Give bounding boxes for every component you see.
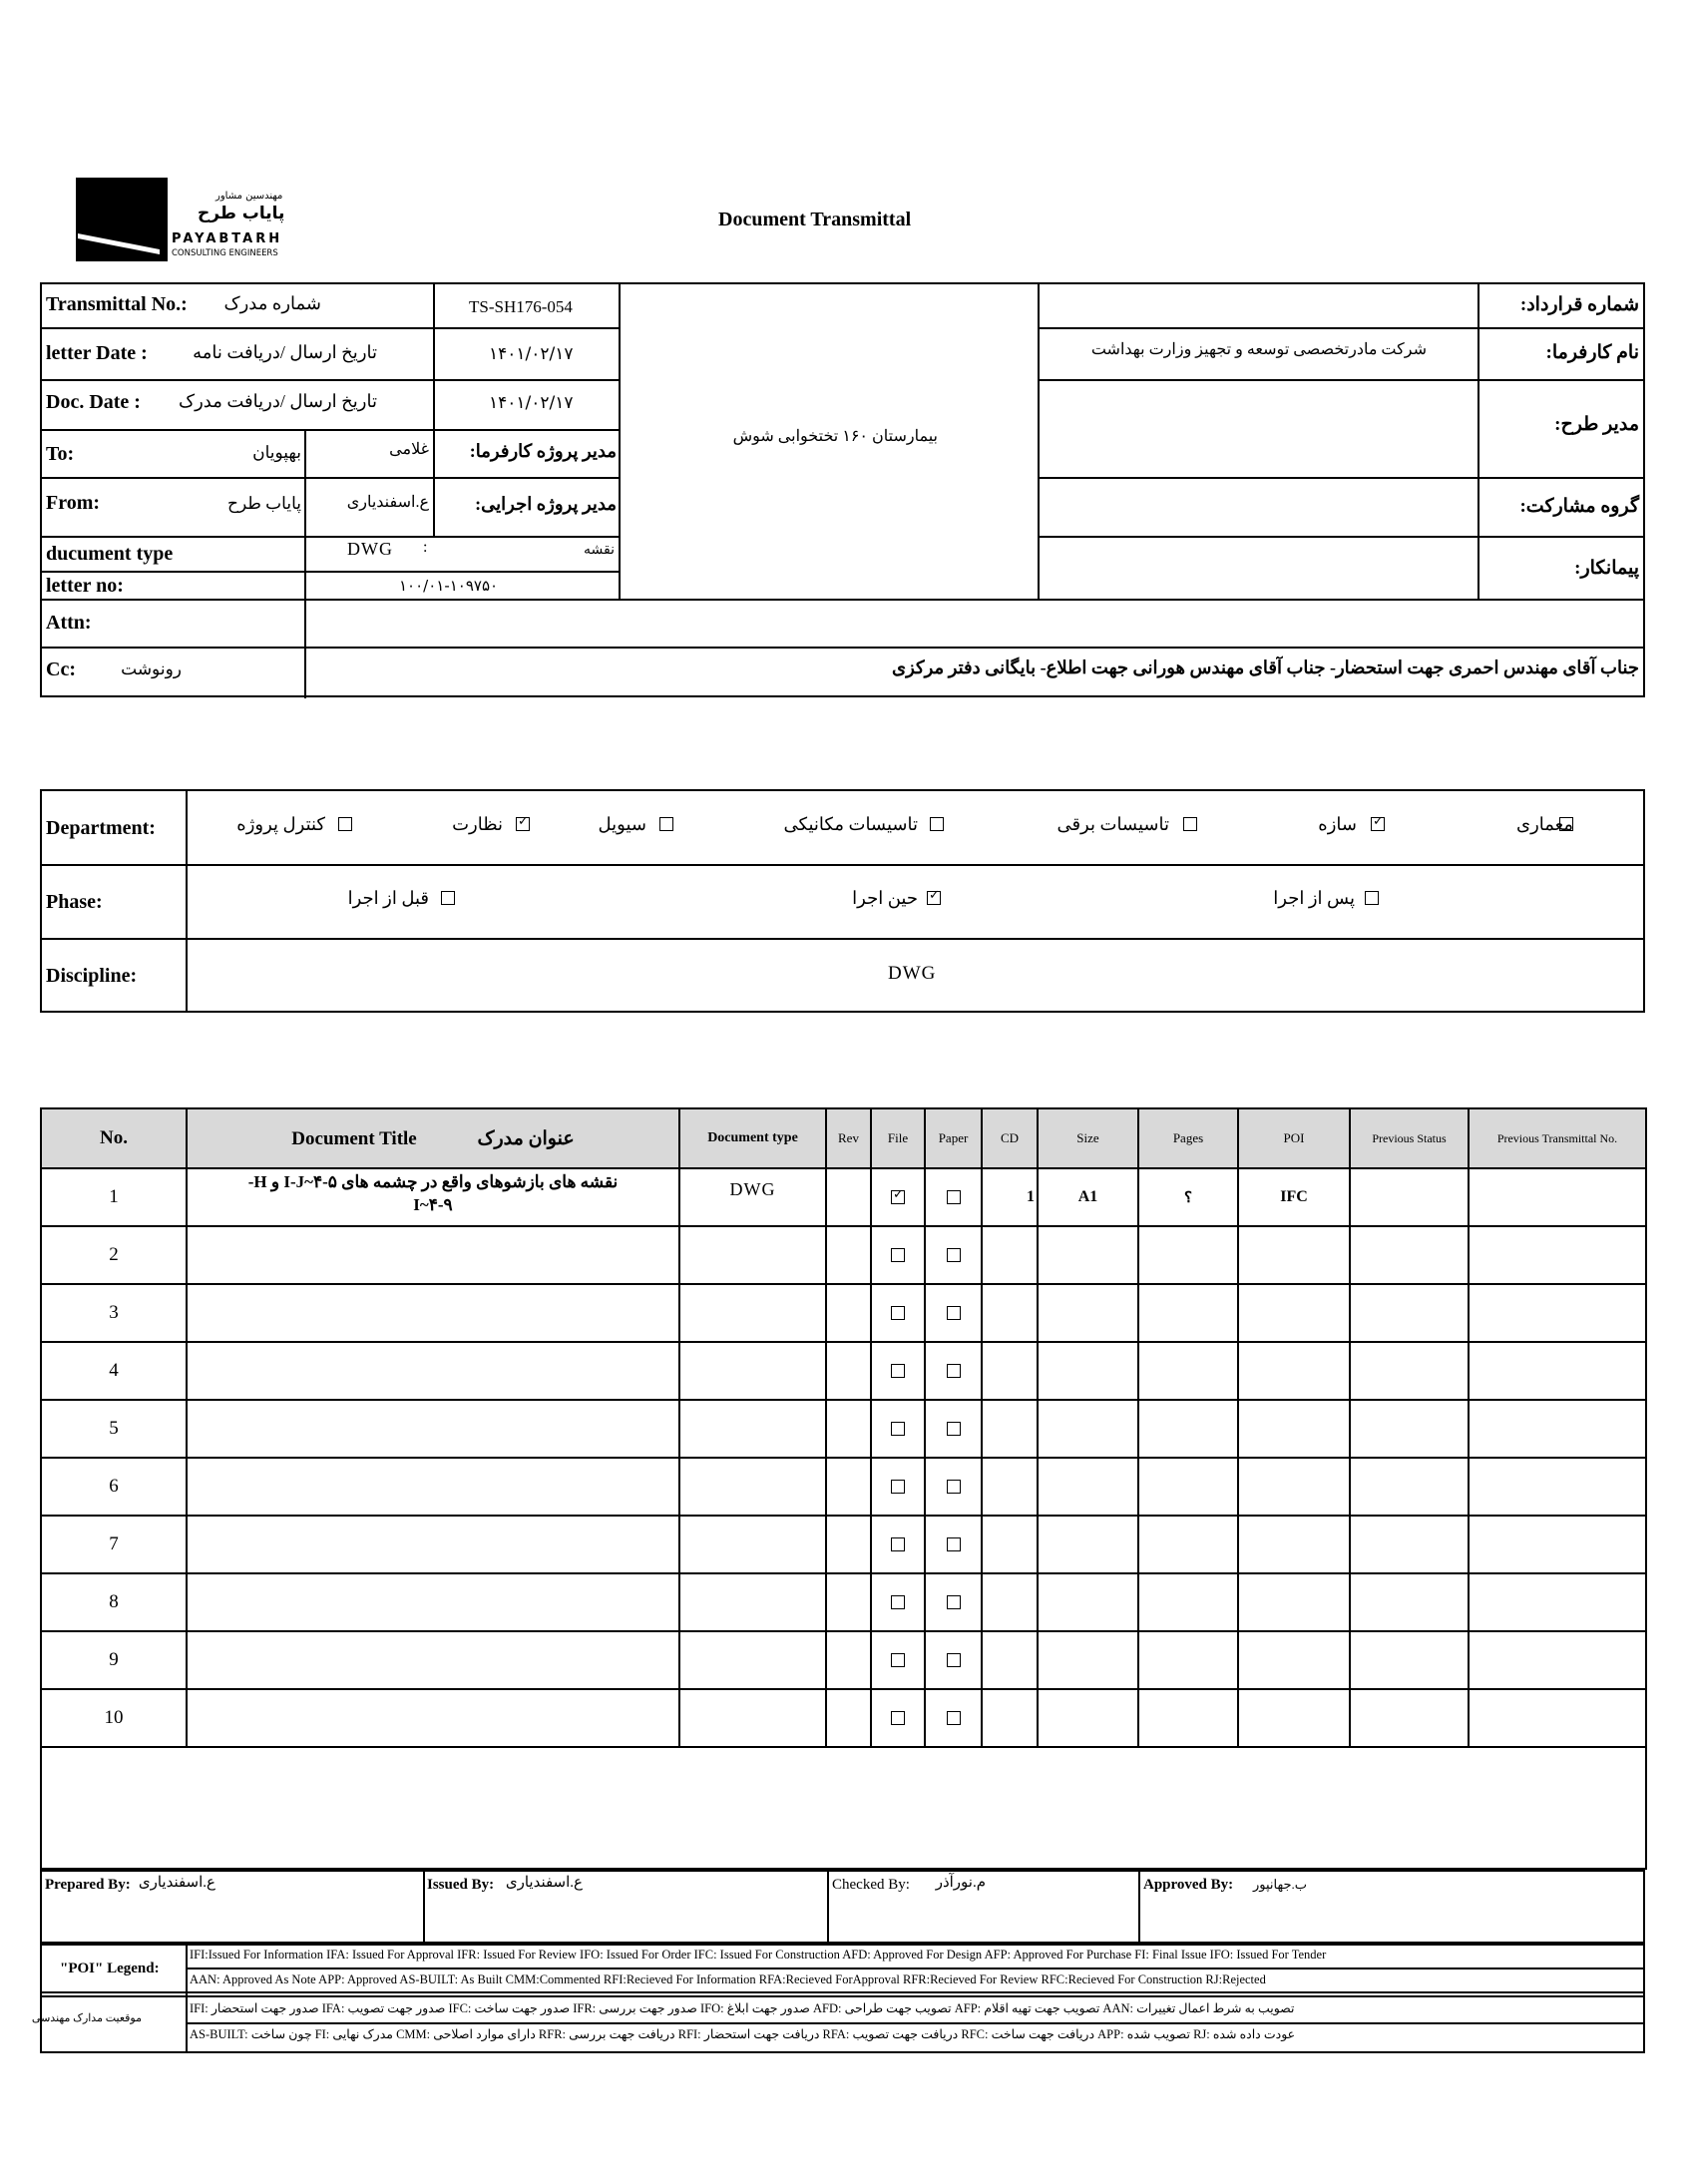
row-no: 3: [41, 1284, 187, 1342]
row-pages[interactable]: [1138, 1284, 1238, 1342]
department-option-label: نظارت: [452, 814, 503, 834]
row-pages[interactable]: [1138, 1458, 1238, 1516]
paper-checkbox[interactable]: [947, 1480, 961, 1494]
col-poi: POI: [1238, 1108, 1350, 1168]
contractor-label: پیمانکار:: [1574, 558, 1639, 579]
file-checkbox[interactable]: [891, 1190, 905, 1204]
row-file[interactable]: [871, 1226, 925, 1284]
row-prev-status[interactable]: [1350, 1631, 1469, 1689]
row-cd[interactable]: [982, 1226, 1038, 1284]
row-size[interactable]: [1038, 1400, 1138, 1458]
row-pages[interactable]: [1138, 1342, 1238, 1400]
row-prev-status[interactable]: [1350, 1458, 1469, 1516]
row-file[interactable]: [871, 1284, 925, 1342]
department-option-label: سازه: [1318, 814, 1357, 834]
row-no: 6: [41, 1458, 187, 1516]
department-option-label: سیویل: [598, 814, 646, 834]
paper-checkbox[interactable]: [947, 1653, 961, 1667]
row-cd[interactable]: [982, 1458, 1038, 1516]
table-row: [41, 1573, 1646, 1631]
table-row: [41, 1226, 1646, 1284]
row-rev[interactable]: [826, 1689, 871, 1747]
phase-option-label: قبل از اجرا: [347, 888, 429, 908]
transmittal-no-label-fa: شماره مدرک: [223, 293, 321, 313]
row-prev-transmittal[interactable]: [1469, 1168, 1646, 1226]
department-checkbox[interactable]: [338, 817, 352, 831]
issued-by-label: Issued By:: [427, 1877, 495, 1893]
transmittal-no-label: Transmittal No.:: [46, 293, 188, 315]
col-size: Size: [1038, 1108, 1138, 1168]
letter-no-label: letter no:: [46, 575, 124, 597]
from-manager-name[interactable]: ع.اسفندیاری: [346, 494, 429, 511]
row-cd[interactable]: [982, 1284, 1038, 1342]
executive-pm-label: مدیر پروژه اجرایی:: [475, 494, 617, 514]
department-checkbox[interactable]: [659, 817, 673, 831]
row-prev-transmittal[interactable]: [1469, 1573, 1646, 1631]
row-no: 5: [41, 1400, 187, 1458]
row-prev-status[interactable]: [1350, 1516, 1469, 1573]
row-size[interactable]: [1038, 1342, 1138, 1400]
letter-date-value[interactable]: ۱۴۰۱/۰۲/۱۷: [489, 344, 574, 364]
row-paper[interactable]: [925, 1400, 982, 1458]
row-cd[interactable]: [982, 1689, 1038, 1747]
row-paper[interactable]: [925, 1342, 982, 1400]
phase-checkbox[interactable]: [927, 891, 941, 905]
client-value: شرکت مادرتخصصی توسعه و تجهیز وزارت بهداشت: [1090, 341, 1427, 358]
logo-line3: PAYABTARH: [172, 231, 283, 246]
doc-date-label: Doc. Date :: [46, 391, 141, 413]
legend-line-3: IFI: صدور جهت استحضار IFA: صدور جهت تصویب IFC: صدور جهت ساخت IFR: صدور جهت بررسی IFO: صدور جهت ابلاغ AFD: تصویب جهت طراحی AFP: تصویب جهت تهیه اقلام AAN: تصویب به شرط اعمال تغییرات: [190, 2001, 1295, 2015]
row-size[interactable]: A1: [1038, 1168, 1138, 1226]
col-no: No.: [41, 1108, 187, 1168]
col-doc-type: Document type: [679, 1108, 826, 1168]
row-rev[interactable]: [826, 1168, 871, 1226]
row-paper[interactable]: [925, 1516, 982, 1573]
row-title[interactable]: [187, 1516, 679, 1573]
from-label: From:: [46, 492, 101, 514]
title-line-1: نقشه های بازشوهای واقع در چشمه های ۵-۴~I-J و H-: [247, 1172, 619, 1192]
row-paper[interactable]: [925, 1458, 982, 1516]
col-file: File: [871, 1108, 925, 1168]
department-checkbox[interactable]: [1183, 817, 1197, 831]
row-pages[interactable]: [1138, 1226, 1238, 1284]
row-doc-type[interactable]: [679, 1689, 826, 1747]
row-title[interactable]: [187, 1631, 679, 1689]
row-poi[interactable]: [1238, 1689, 1350, 1747]
paper-checkbox[interactable]: [947, 1537, 961, 1551]
row-poi[interactable]: [1238, 1573, 1350, 1631]
to-label: To:: [46, 443, 75, 465]
phase-checkbox[interactable]: [1365, 891, 1379, 905]
client-label: نام کارفرما:: [1545, 342, 1639, 363]
prepared-by-label: Prepared By:: [45, 1877, 131, 1893]
row-size[interactable]: [1038, 1284, 1138, 1342]
department-label: Department:: [46, 817, 156, 839]
from-value[interactable]: پایاب طرح: [227, 494, 301, 513]
row-poi[interactable]: IFC: [1238, 1168, 1350, 1226]
row-rev[interactable]: [826, 1226, 871, 1284]
paper-checkbox[interactable]: [947, 1422, 961, 1436]
table-row: [41, 1284, 1646, 1342]
row-doc-type[interactable]: [679, 1516, 826, 1573]
row-doc-type[interactable]: [679, 1400, 826, 1458]
letter-no-value[interactable]: ۱۰۰/۰۱-۱۰۹۷۵۰: [399, 577, 499, 595]
row-prev-status[interactable]: [1350, 1573, 1469, 1631]
letter-date-label: letter Date :: [46, 342, 148, 364]
file-checkbox[interactable]: [891, 1480, 905, 1494]
department-option-label: تاسیسات برقی: [1056, 814, 1169, 834]
row-prev-transmittal[interactable]: [1469, 1689, 1646, 1747]
row-rev[interactable]: [826, 1516, 871, 1573]
file-checkbox[interactable]: [891, 1537, 905, 1551]
row-rev[interactable]: [826, 1458, 871, 1516]
row-size[interactable]: [1038, 1631, 1138, 1689]
row-file[interactable]: [871, 1458, 925, 1516]
col-cd: CD: [982, 1108, 1038, 1168]
file-checkbox[interactable]: [891, 1422, 905, 1436]
row-file[interactable]: [871, 1342, 925, 1400]
col-paper: Paper: [925, 1108, 982, 1168]
row-no: 4: [41, 1342, 187, 1400]
col-rev: Rev: [826, 1108, 871, 1168]
cc-label-fa: رونوشت: [121, 659, 182, 678]
design-manager-label: مدیر طرح:: [1554, 414, 1639, 435]
col-pages: Pages: [1138, 1108, 1238, 1168]
row-size[interactable]: [1038, 1573, 1138, 1631]
row-paper[interactable]: [925, 1226, 982, 1284]
poi-legend-label: "POI" Legend:: [60, 1961, 160, 1976]
row-prev-status[interactable]: [1350, 1689, 1469, 1747]
row-cd[interactable]: [982, 1631, 1038, 1689]
contract-no-label: شماره قرارداد:: [1519, 294, 1639, 315]
phase-option-label: حین اجرا: [852, 888, 918, 908]
row-paper[interactable]: [925, 1689, 982, 1747]
engineering-status-label: موقعیت مدارک مهندسی: [31, 2012, 142, 2024]
row-file[interactable]: [871, 1168, 925, 1226]
row-file[interactable]: [871, 1689, 925, 1747]
row-rev[interactable]: [826, 1400, 871, 1458]
row-title[interactable]: [187, 1458, 679, 1516]
discipline-label: Discipline:: [46, 965, 138, 987]
row-prev-transmittal[interactable]: [1469, 1400, 1646, 1458]
table-row: [41, 1631, 1646, 1689]
checked-by-value[interactable]: م.نورآذر: [935, 1875, 986, 1891]
row-size[interactable]: [1038, 1458, 1138, 1516]
table-row: [41, 1689, 1646, 1747]
notes-area[interactable]: [41, 1747, 1646, 1869]
file-checkbox[interactable]: [891, 1653, 905, 1667]
row-pages[interactable]: [1138, 1689, 1238, 1747]
row-doc-type[interactable]: [679, 1284, 826, 1342]
row-rev[interactable]: [826, 1631, 871, 1689]
legend-line-2: AAN: Approved As Note APP: Approved AS-BUILT: As Built CMM:Commented RFI:Recieved For Information RFA:Recieved ForApproval RFR:Recieved For Review RFC:Recieved For Construction RJ:Rejected: [190, 1972, 1266, 1986]
row-poi[interactable]: [1238, 1400, 1350, 1458]
logo-line4: CONSULTING ENGINEERS: [172, 248, 278, 258]
paper-checkbox[interactable]: [947, 1595, 961, 1609]
row-prev-status[interactable]: [1350, 1342, 1469, 1400]
row-poi[interactable]: [1238, 1631, 1350, 1689]
row-cd[interactable]: [982, 1516, 1038, 1573]
table-row: [41, 1516, 1646, 1573]
department-checkbox[interactable]: [930, 817, 944, 831]
row-title[interactable]: [187, 1284, 679, 1342]
row-prev-status[interactable]: [1350, 1168, 1469, 1226]
paper-checkbox[interactable]: [947, 1190, 961, 1204]
file-checkbox[interactable]: [891, 1248, 905, 1262]
document-table: [40, 1107, 1647, 1870]
row-rev[interactable]: [826, 1573, 871, 1631]
row-poi[interactable]: [1238, 1284, 1350, 1342]
row-paper[interactable]: [925, 1284, 982, 1342]
row-file[interactable]: [871, 1631, 925, 1689]
discipline-value[interactable]: DWG: [888, 963, 937, 984]
row-prev-transmittal[interactable]: [1469, 1342, 1646, 1400]
row-doc-type[interactable]: [679, 1573, 826, 1631]
prepared-by-value[interactable]: ع.اسفندیاری: [138, 1875, 215, 1891]
company-logo: [76, 178, 300, 261]
paper-checkbox[interactable]: [947, 1306, 961, 1320]
row-prev-transmittal[interactable]: [1469, 1516, 1646, 1573]
row-no: 1: [41, 1168, 187, 1226]
row-pages[interactable]: [1138, 1400, 1238, 1458]
row-doc-type[interactable]: [679, 1342, 826, 1400]
doc-type-fa: نقشه: [584, 543, 615, 558]
row-prev-transmittal[interactable]: [1469, 1458, 1646, 1516]
paper-checkbox[interactable]: [947, 1364, 961, 1378]
col-title-en: Document Title: [291, 1127, 417, 1149]
checked-by-label: Checked By:: [832, 1877, 910, 1893]
issued-by-value[interactable]: ع.اسفندیاری: [505, 1875, 583, 1891]
row-no: 2: [41, 1226, 187, 1284]
row-rev[interactable]: [826, 1284, 871, 1342]
transmittal-no-value: TS-SH176-054: [469, 297, 573, 316]
file-checkbox[interactable]: [891, 1711, 905, 1725]
row-doc-type[interactable]: [679, 1458, 826, 1516]
row-title[interactable]: [187, 1400, 679, 1458]
file-checkbox[interactable]: [891, 1306, 905, 1320]
row-file[interactable]: [871, 1573, 925, 1631]
row-pages[interactable]: [1138, 1516, 1238, 1573]
legend-line-4: AS-BUILT: چون ساخت FI: مدرک نهایی CMM: دارای موارد اصلاحی RFR: دریافت جهت بررسی RFI: دریافت جهت استحضار RFA: دریافت جهت تصویب RFC: دریافت جهت ساخت APP: تصویب شده RJ: عودت داده شده: [190, 2027, 1296, 2041]
row-no: 9: [41, 1631, 187, 1689]
row-pages[interactable]: [1138, 1573, 1238, 1631]
attn-label: Attn:: [46, 612, 92, 634]
cc-label: Cc:: [46, 658, 76, 680]
row-file[interactable]: [871, 1400, 925, 1458]
row-cd[interactable]: [982, 1573, 1038, 1631]
row-poi[interactable]: [1238, 1516, 1350, 1573]
row-prev-transmittal[interactable]: [1469, 1284, 1646, 1342]
file-checkbox[interactable]: [891, 1595, 905, 1609]
doc-date-value[interactable]: ۱۴۰۱/۰۲/۱۷: [489, 393, 574, 413]
row-title[interactable]: [187, 1168, 679, 1226]
project-name: بیمارستان ۱۶۰ تختخوابی شوش: [732, 428, 938, 445]
row-prev-status[interactable]: [1350, 1284, 1469, 1342]
row-title[interactable]: [187, 1689, 679, 1747]
department-option-label: تاسیسات مکانیکی: [783, 814, 918, 834]
paper-checkbox[interactable]: [947, 1711, 961, 1725]
row-prev-transmittal[interactable]: [1469, 1631, 1646, 1689]
paper-checkbox[interactable]: [947, 1248, 961, 1262]
row-title[interactable]: [187, 1342, 679, 1400]
approved-by-value[interactable]: ب.جهانپور: [1252, 1877, 1307, 1892]
table-row: [41, 1342, 1646, 1400]
table-row: [41, 1400, 1646, 1458]
department-option-label: معماری: [1516, 814, 1573, 834]
phase-option-label: پس از اجرا: [1273, 888, 1355, 908]
row-poi[interactable]: [1238, 1226, 1350, 1284]
row-paper[interactable]: [925, 1573, 982, 1631]
doc-type-value[interactable]: DWG: [347, 539, 393, 559]
col-title: [187, 1108, 679, 1168]
row-title[interactable]: [187, 1573, 679, 1631]
title-line-2: I~۴-۹: [413, 1195, 453, 1214]
row-rev[interactable]: [826, 1342, 871, 1400]
row-paper[interactable]: [925, 1168, 982, 1226]
row-pages[interactable]: ؟: [1138, 1168, 1238, 1226]
doc-type-colon: :: [423, 539, 428, 556]
to-value[interactable]: بهپویان: [252, 443, 301, 462]
row-prev-transmittal[interactable]: [1469, 1226, 1646, 1284]
phase-checkbox[interactable]: [441, 891, 455, 905]
to-manager-name[interactable]: غلامی: [389, 441, 429, 458]
row-cd[interactable]: [982, 1400, 1038, 1458]
row-title[interactable]: [187, 1226, 679, 1284]
col-title-fa: عنوان مدرک: [477, 1127, 575, 1149]
logo-mark: [76, 178, 168, 261]
row-cd[interactable]: 1: [982, 1168, 1038, 1226]
department-checkbox[interactable]: [1371, 817, 1385, 831]
phase-label: Phase:: [46, 891, 103, 913]
partnership-label: گروه مشارکت:: [1519, 496, 1639, 517]
cc-value[interactable]: جناب آقای مهندس احمری جهت استحضار- جناب آقای مهندس هورانی جهت اطلاع- بایگانی دفتر مرکزی: [892, 657, 1639, 677]
document-title: Document Transmittal: [718, 209, 912, 230]
row-no: 10: [41, 1689, 187, 1747]
table-row: [41, 1458, 1646, 1516]
doc-type-label: ducument type: [46, 543, 174, 565]
row-cd[interactable]: [982, 1342, 1038, 1400]
row-prev-status[interactable]: [1350, 1400, 1469, 1458]
row-size[interactable]: [1038, 1226, 1138, 1284]
approved-by-label: Approved By:: [1143, 1877, 1234, 1893]
table-row: [41, 1168, 1646, 1226]
doc-date-label-fa: تاریخ ارسال /دریافت مدرک: [178, 391, 377, 411]
department-option-label: کنترل پروژه: [236, 814, 325, 834]
row-poi[interactable]: [1238, 1342, 1350, 1400]
legend-line-1: IFI:Issued For Information IFA: Issued For Approval IFR: Issued For Review IFO: Issued For Order IFC: Issued For Construction AFD: Approved For Design AFP: Approved For Purchase FI: Final Issue IFO: Issued For Tender: [190, 1948, 1327, 1962]
department-checkbox[interactable]: [516, 817, 530, 831]
letter-date-label-fa: تاریخ ارسال /دریافت نامه: [193, 342, 377, 362]
file-checkbox[interactable]: [891, 1364, 905, 1378]
row-file[interactable]: [871, 1516, 925, 1573]
row-prev-status[interactable]: [1350, 1226, 1469, 1284]
row-size[interactable]: [1038, 1516, 1138, 1573]
row-size[interactable]: [1038, 1689, 1138, 1747]
logo-line2: پایاب طرح: [198, 204, 285, 223]
row-no: 8: [41, 1573, 187, 1631]
row-doc-type[interactable]: [679, 1631, 826, 1689]
row-doc-type[interactable]: DWG: [679, 1168, 826, 1226]
row-poi[interactable]: [1238, 1458, 1350, 1516]
row-no: 7: [41, 1516, 187, 1573]
col-prev-status: Previous Status: [1350, 1108, 1469, 1168]
row-pages[interactable]: [1138, 1631, 1238, 1689]
row-paper[interactable]: [925, 1631, 982, 1689]
logo-line1: مهندسین مشاور: [215, 191, 283, 202]
row-doc-type[interactable]: [679, 1226, 826, 1284]
col-prev-transmittal: Previous Transmittal No.: [1469, 1108, 1646, 1168]
client-pm-label: مدیر پروژه کارفرما:: [469, 441, 617, 461]
